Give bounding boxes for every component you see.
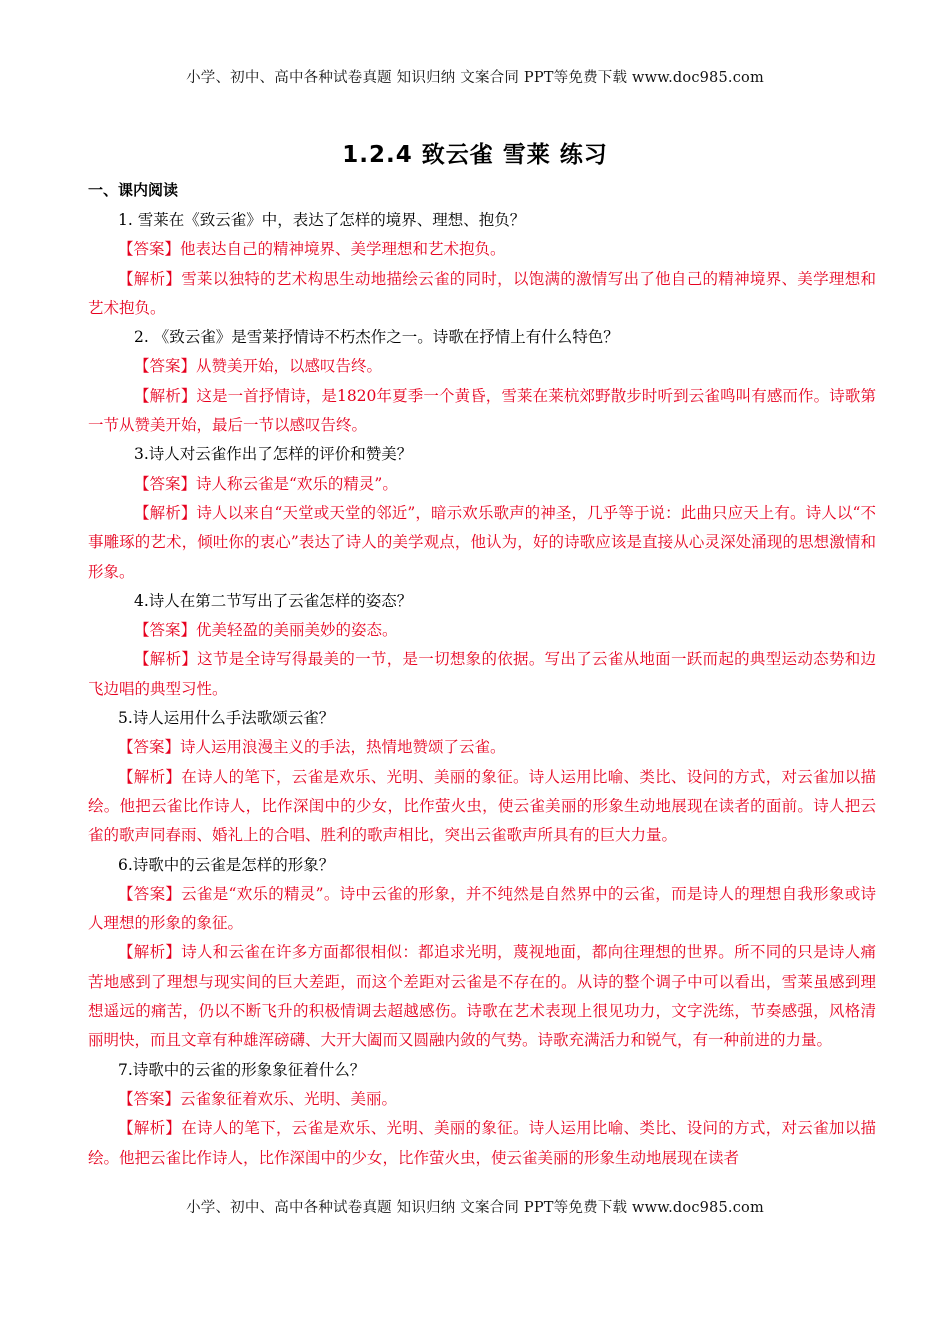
answer-1: 【答案】他表达自己的精神境界、美学理想和艺术抱负。: [118, 240, 506, 259]
question-6: 6.诗歌中的云雀是怎样的形象？: [118, 855, 335, 874]
analysis-5: 【解析】在诗人的笔下，云雀是欢乐、光明、美丽的象征。诗人运用比喻、类比、设问的方式，对云雀加以描绘。他把云雀比作诗人，比作深闺中的少女，比作萤火虫，使云雀美丽的形象生动地展现在读者的面前。诗人把云雀的歌声同春雨、婚礼上的合唱、胜利的歌声相比，突出云雀歌声所具有的巨大力量。: [88, 767, 876, 845]
page-header: 小学、初中、高中各种试卷真题 知识归纳 文案合同 PPT等免费下载 www.doc985.com: [186, 70, 764, 86]
analysis-6: 【解析】诗人和云雀在许多方面都很相似：都追求光明，蔑视地面，都向往理想的世界。所不同的只是诗人痛苦地感到了理想与现实间的巨大差距，而这个差距对云雀是不存在的。从诗的整个调子中可以看出，雪莱虽感到理想遥远的痛苦，仍以不断飞升的积极情调去超越感伤。诗歌在艺术表现上很见功力，文字洗练，节奏感强，风格清丽明快，而且文章有种雄浑磅礴、大开大阖而又圆融内敛的气势。诗歌充满活力和锐气，有一种前进的力量。: [88, 943, 876, 1050]
analysis-7: 【解析】在诗人的笔下，云雀是欢乐、光明、美丽的象征。诗人运用比喻、类比、设问的方式，对云雀加以描绘。他把云雀比作诗人，比作深闺中的少女，比作萤火虫，使云雀美丽的形象生动地展现在读者: [88, 1119, 876, 1167]
section-heading: 一、课内阅读: [88, 181, 179, 199]
page-footer: 小学、初中、高中各种试卷真题 知识归纳 文案合同 PPT等免费下载 www.doc985.com: [186, 1200, 764, 1216]
question-1: 1. 雪莱在《致云雀》中，表达了怎样的境界、理想、抱负？: [118, 211, 526, 229]
analysis-1: 【解析】雪莱以独特的艺术构思生动地描绘云雀的同时，以饱满的激情写出了他自己的精神境界、美学理想和艺术抱负。: [88, 269, 876, 317]
question-7: 7.诗歌中的云雀的形象象征着什么？: [118, 1060, 366, 1079]
analysis-4: 【解析】这节是全诗写得最美的一节，是一切想象的依据。写出了云雀从地面一跃而起的典型运动态势和边飞边唱的典型习性。: [88, 650, 876, 698]
answer-4: 【答案】优美轻盈的美丽美妙的姿态。: [134, 621, 398, 640]
answer-3: 【答案】诗人称云雀是“欢乐的精灵”。: [134, 474, 398, 493]
answer-2: 【答案】从赞美开始，以感叹告终。: [134, 357, 383, 376]
question-4: 4.诗人在第二节写出了云雀怎样的姿态？: [134, 591, 413, 610]
question-5: 5.诗人运用什么手法歌颂云雀？: [118, 709, 335, 728]
analysis-3: 【解析】诗人以来自“天堂或天堂的邻近”，暗示欢乐歌声的神圣，几乎等于说：此曲只应天上有。诗人以“不事雕琢的艺术，倾吐你的衷心”表达了诗人的美学观点，他认为，好的诗歌应该是直接从心灵深处涌现的思想激情和形象。: [88, 503, 876, 581]
answer-7: 【答案】云雀象征着欢乐、光明、美丽。: [118, 1089, 398, 1108]
answer-5: 【答案】诗人运用浪漫主义的手法，热情地赞颂了云雀。: [118, 738, 506, 757]
analysis-2: 【解析】这是一首抒情诗，是1820年夏季一个黄昏，雪莱在莱杭郊野散步时听到云雀鸣叫有感而作。诗歌第一节从赞美开始，最后一节以感叹告终。: [88, 386, 876, 435]
question-2: 2. 《致云雀》是雪莱抒情诗不朽杰作之一。诗歌在抒情上有什么特色？: [134, 328, 619, 347]
question-3: 3.诗人对云雀作出了怎样的评价和赞美？: [134, 445, 413, 464]
answer-6: 【答案】云雀是“欢乐的精灵”。诗中云雀的形象，并不纯然是自然界中的云雀，而是诗人的理想自我形象或诗人理想的形象的象征。: [88, 884, 876, 933]
document-title: 1.2.4 致云雀 雪莱 练习: [342, 142, 608, 168]
document-body: [88, 178, 876, 1173]
